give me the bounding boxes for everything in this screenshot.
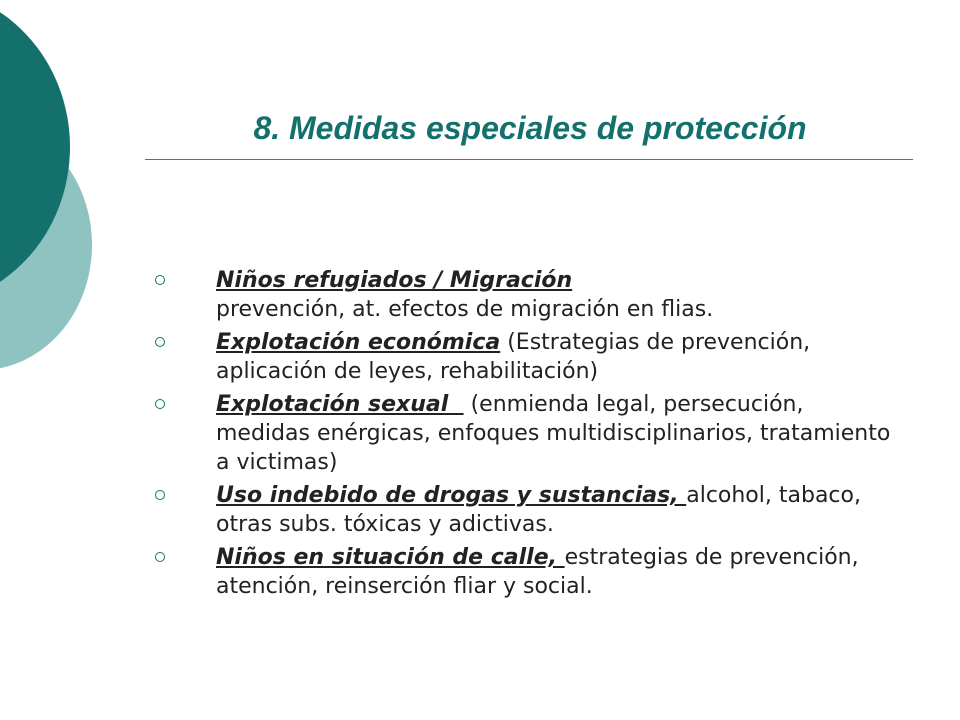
bullet-item-explotacion-economica: [0, 328, 960, 386]
bullet-text: estrategias de prevención, atención, reinserción fliar y social.: [216, 545, 859, 599]
bullet-item-refugiados: [0, 266, 960, 324]
bullet-heading: Niños en situación de calle,: [216, 545, 565, 570]
bullet-heading: Uso indebido de drogas y sustancias,: [216, 483, 687, 508]
bullet-heading: Niños refugiados / Migración: [216, 268, 573, 293]
bullet-list: [0, 266, 960, 601]
bullet-text: alcohol, tabaco, otras subs. tóxicas y adictivas.: [216, 483, 861, 537]
bullet-text: (Estrategias de prevención, aplicación de leyes, rehabilitación): [216, 330, 811, 384]
hollow-circle-icon: [155, 490, 165, 500]
hollow-circle-icon: [155, 552, 165, 562]
bullet-subline: prevención, at. efectos de migración en flias.: [216, 297, 714, 322]
bullet-heading: Explotación económica: [216, 330, 501, 355]
bullet-heading: Explotación sexual: [216, 392, 464, 417]
hollow-circle-icon: [155, 337, 165, 347]
hollow-circle-icon: [155, 275, 165, 285]
bullet-item-explotacion-sexual: [0, 390, 960, 477]
slide-title: 8. Medidas especiales de protección: [253, 110, 807, 146]
hollow-circle-icon: [155, 399, 165, 409]
bullet-item-situacion-calle: [0, 543, 960, 601]
bullet-item-drogas: [0, 481, 960, 539]
bullet-text: (enmienda legal, persecución, medidas enérgicas, enfoques multidisciplinarios, tratamiento a victimas): [216, 392, 891, 475]
title-divider: [145, 159, 913, 160]
